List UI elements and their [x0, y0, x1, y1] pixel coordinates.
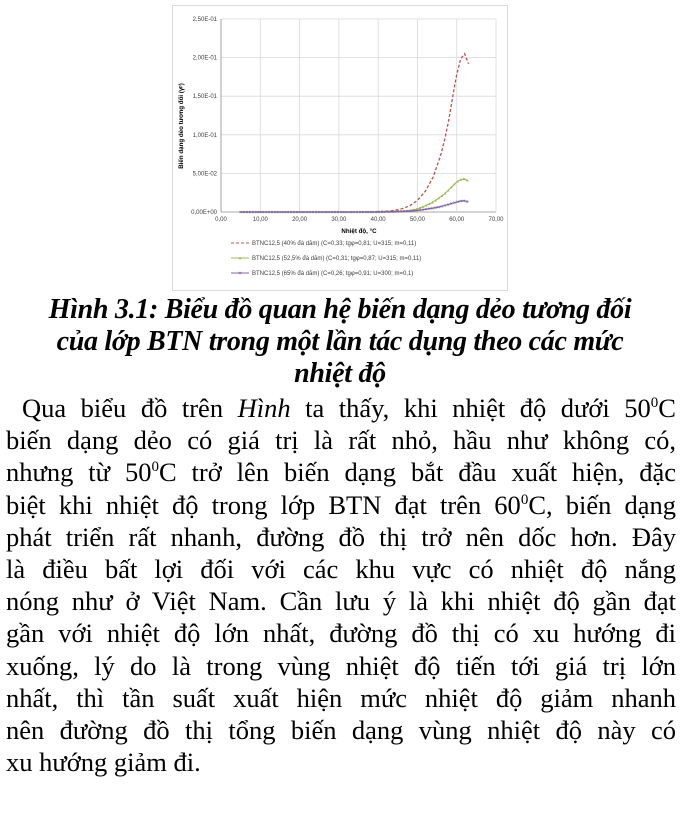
y-tick-label: 1,00E-01: [192, 132, 217, 139]
y-tick-label: 2,50E-01: [192, 17, 217, 23]
chart-legend: [231, 241, 421, 277]
paragraph-line: nên đường đồ thị tổng biến dạng vùng nhiệt độ này có: [6, 715, 676, 746]
x-axis-title: Nhiệt độ, °C: [341, 228, 377, 235]
caption-line: nhiệt độ: [294, 358, 386, 389]
series-line: [241, 54, 469, 212]
paragraph-line: xuống, lý do là trong vùng nhiệt độ tiến tới giá trị lớn: [6, 650, 676, 681]
chart-grid: [221, 19, 496, 212]
y-tick-label: 2,00E-01: [192, 55, 217, 62]
legend-entry: BTNC12,5 (65% đá dăm) (C=0,26; tgφ=0,91; U=300; m=0,1): [252, 271, 414, 277]
x-axis-ticks: [215, 217, 504, 223]
paragraph-line: nóng như ở Việt Nam. Cần lưu ý là khi nhiệt độ gần đạt: [6, 586, 676, 617]
chart-figure: [172, 5, 508, 291]
paragraph-line: biến dạng dẻo có giá trị là rất nhỏ, hầu như không có,: [6, 425, 676, 456]
line-chart: [173, 6, 509, 292]
x-tick-label: 60,00: [449, 217, 465, 223]
y-tick-label: 0,00E+00: [191, 210, 217, 216]
x-tick-label: 70,00: [488, 217, 504, 223]
paragraph-line: nhưng từ $50^0C$ trở lên biến dạng bắt đầu xuất hiện, đặc: [6, 457, 676, 488]
paragraph-line: gần với nhiệt độ lớn nhất, đường đồ thị có xu hướng đi: [6, 618, 676, 649]
paragraph-line: xu hướng giảm đi.: [6, 747, 201, 778]
legend-entry: BTNC12,5 (40% đá dăm) (C=0,33; tgφ=0,81; U=315; m=0,11): [252, 241, 417, 247]
figure-caption: [0, 294, 680, 390]
x-tick-label: 10,00: [252, 217, 268, 223]
paragraph-line: Qua biểu đồ trên Hình ta thấy, khi nhiệt độ dưới $50^0C$: [22, 393, 676, 423]
caption-line: của lớp BTN trong một lần tác dụng theo các mức: [56, 326, 624, 357]
x-tick-label: 40,00: [370, 217, 386, 223]
y-tick-label: 5,00E-02: [192, 171, 217, 178]
caption-line: Hình 3.1: Biểu đồ quan hệ biến dạng dẻo tương đối: [48, 294, 632, 325]
series-line: [241, 179, 469, 212]
x-tick-label: 0,00: [215, 217, 227, 223]
x-tick-label: 50,00: [409, 217, 425, 223]
y-axis-title: Biến dạng dẻo tương đối (γᵖ): [178, 83, 185, 169]
chart-series: [239, 54, 468, 213]
paragraph-line: phát triển rất nhanh, đường đồ thị trở nên dốc hơn. Đây: [6, 521, 676, 552]
paragraph-line: nhất, thì tần suất xuất hiện mức nhiệt độ giảm nhanh: [6, 682, 676, 713]
x-tick-label: 30,00: [331, 217, 347, 223]
paragraph-line: là điều bất lợi đối với các khu vực có nhiệt độ nắng: [6, 554, 676, 585]
series-line: [241, 201, 469, 212]
x-tick-label: 20,00: [292, 217, 308, 223]
body-paragraph: [6, 392, 676, 778]
paragraph-line: biệt khi nhiệt độ trong lớp BTN đạt trên $60^0C$, biến dạng: [6, 489, 676, 520]
legend-entry: BTNC12,5 (52,5% đá dăm) (C=0,31; tgφ=0,87; U=315; m=0,11): [252, 256, 422, 262]
y-tick-label: 1,50E-01: [192, 94, 217, 101]
y-axis-ticks: [191, 17, 218, 216]
